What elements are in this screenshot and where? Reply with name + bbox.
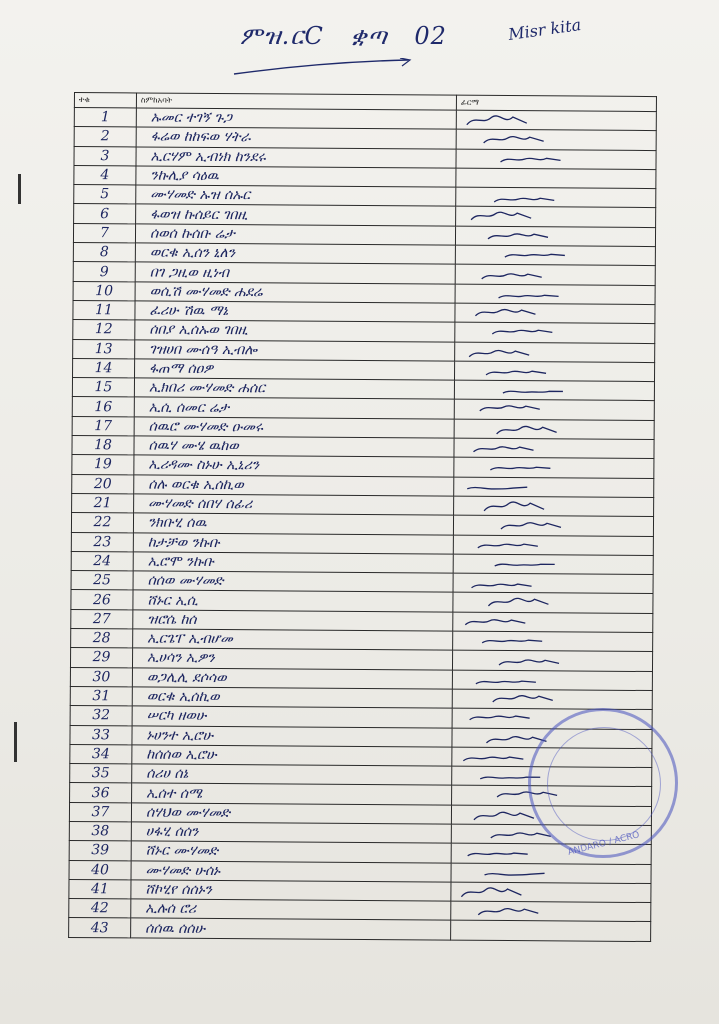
row-signature — [453, 515, 653, 536]
row-signature — [451, 882, 651, 903]
row-name: ሰሃህወ ሙሃመድ — [131, 803, 451, 825]
signature-scribble — [459, 885, 539, 900]
signature-scribble — [490, 325, 570, 340]
signature-scribble — [478, 402, 558, 417]
row-number: 8 — [73, 243, 135, 263]
row-name: ኢሀሳን ኢዎን — [132, 648, 452, 670]
signature-scribble — [474, 672, 554, 687]
row-name: ሰሰዉ ሰሰሁ — [131, 918, 451, 940]
row-name: ሙሃመድ ሁሰኑ — [131, 860, 451, 882]
signature-scribble — [467, 344, 547, 359]
row-name: ዝሮሴ ከሰ — [133, 610, 453, 632]
signature-scribble — [503, 248, 583, 263]
row-signature — [455, 265, 655, 286]
row-name: ሰዉሮ ሙሃመድ ዑመሩ — [134, 417, 454, 439]
row-signature — [456, 207, 656, 228]
column-header-number: ተቁ — [74, 93, 136, 108]
row-signature — [456, 129, 656, 150]
row-number: 30 — [70, 667, 132, 687]
row-name: ሰዉሃ ሙሄ ዉከወ — [134, 436, 454, 458]
signature-scribble — [484, 364, 564, 379]
signature-scribble — [482, 499, 562, 514]
row-name: ፋሬወ ከከፍወ ሃትራ — [136, 127, 456, 149]
row-number: 4 — [74, 165, 136, 185]
row-name: ገዝሀበ ሙሰዓ ኢብሎ — [135, 339, 455, 361]
row-number: 11 — [73, 300, 135, 320]
row-signature — [454, 438, 654, 459]
signature-scribble — [493, 557, 573, 572]
signature-scribble — [465, 479, 545, 494]
row-number: 43 — [69, 918, 131, 938]
signature-scribble — [499, 518, 579, 533]
signature-scribble — [497, 287, 577, 302]
row-name: ሙሃመድ ኡዝ ሰኡር — [136, 185, 456, 207]
row-number: 19 — [72, 455, 134, 475]
row-signature — [455, 322, 655, 343]
row-signature — [454, 419, 654, 440]
row-number: 36 — [70, 783, 132, 803]
signature-scribble — [497, 653, 577, 668]
row-number: 40 — [69, 860, 131, 880]
row-number: 28 — [71, 629, 133, 649]
row-number: 13 — [73, 339, 135, 359]
row-number: 17 — [72, 416, 134, 436]
row-name: ሸኑር ኢሲ — [133, 590, 453, 612]
column-header-name: ስምከአባት — [136, 93, 456, 110]
row-name: ኢሰተ ሰሜ — [132, 783, 452, 805]
row-name: ሰወሰ ኩሰቡ ሬታ — [135, 224, 455, 246]
column-header-signature: ፊርማ — [456, 95, 656, 111]
signature-scribble — [501, 383, 581, 398]
row-name: ኢሲ ሰመር ሬታ — [134, 397, 454, 419]
signature-scribble — [476, 537, 556, 552]
row-name: ሠርካ ዘወሁ — [132, 706, 452, 728]
row-signature — [455, 284, 655, 305]
row-number: 2 — [74, 127, 136, 147]
signature-scribble — [461, 750, 541, 765]
signature-scribble — [480, 634, 560, 649]
row-number: 15 — [72, 378, 134, 398]
row-number: 34 — [70, 744, 132, 764]
row-name: ወጋሊሊ ደሶሳወ — [132, 668, 452, 690]
row-name: ወርቁ ኢሰን ኒለን — [135, 243, 455, 265]
row-number: 38 — [69, 821, 131, 841]
signature-scribble — [491, 692, 571, 707]
row-name: ፈሪሁ ሽዉ ማኔ — [135, 301, 455, 323]
row-signature — [455, 226, 655, 247]
row-name: ኢሪዳሙ ስኑሁ ኢኒሪን — [134, 455, 454, 477]
signature-scribble — [463, 614, 543, 629]
row-name: ኢርጌፐ ኢብሆመ — [133, 629, 453, 651]
row-number: 33 — [70, 725, 132, 745]
signature-scribble — [469, 209, 549, 224]
table-row — [69, 918, 651, 941]
row-name: ፋወዝ ኩሰይር ገበዚ — [136, 204, 456, 226]
row-signature — [452, 689, 652, 710]
row-signature — [455, 303, 655, 324]
row-number: 1 — [74, 108, 136, 128]
row-name: ኢርሃም ኢብነክ ከንደሩ — [136, 147, 456, 169]
row-number: 29 — [70, 648, 132, 668]
row-name: ንክቡሂ ሰዉ — [133, 513, 453, 535]
signature-scribble — [473, 306, 553, 321]
signature-scribble — [488, 460, 568, 475]
row-number: 22 — [71, 513, 133, 533]
row-signature — [454, 380, 654, 401]
stamp-text: ANDARO / ACRO — [566, 830, 641, 858]
title-left: ምዝ.ርC — [240, 22, 324, 50]
row-name: ፋጠማ ሰዐዎ — [135, 359, 455, 381]
margin-mark — [18, 174, 21, 204]
row-number: 9 — [73, 262, 135, 282]
row-number: 16 — [72, 397, 134, 417]
row-number: 41 — [69, 879, 131, 899]
row-number: 26 — [71, 590, 133, 610]
official-stamp — [528, 708, 678, 858]
signature-scribble — [466, 846, 546, 861]
row-number: 31 — [70, 686, 132, 706]
row-signature — [456, 149, 656, 170]
row-signature — [452, 670, 652, 691]
title-right: ቋጣ — [350, 22, 388, 50]
row-number: 10 — [73, 281, 135, 301]
row-name: ሸኮሂየ ሰሰኑን — [131, 880, 451, 902]
row-name: ኢሉሰ ሮሪ — [131, 899, 451, 921]
row-name: ሙሃመድ ሰበሃ ሰፊሪ — [134, 494, 454, 516]
row-name: ሰሉ ወርቁ ኢሰኪወ — [134, 475, 454, 497]
row-number: 5 — [74, 185, 136, 205]
row-number: 3 — [74, 146, 136, 166]
row-number: 37 — [69, 802, 131, 822]
signature-scribble — [465, 113, 545, 128]
row-number: 39 — [69, 841, 131, 861]
signature-scribble — [468, 711, 548, 726]
row-number: 24 — [71, 551, 133, 571]
row-signature — [456, 187, 656, 208]
signature-scribble — [486, 595, 566, 610]
row-name: ኑሀንተ ኢሮሁ — [132, 725, 452, 747]
signature-scribble — [482, 132, 562, 147]
row-signature — [454, 496, 654, 517]
row-signature — [456, 168, 656, 189]
row-name: ሰበያ ኢሰኡወ ገበዚ — [135, 320, 455, 342]
row-signature — [453, 535, 653, 556]
row-signature — [453, 573, 653, 594]
row-signature — [451, 901, 651, 922]
row-name: ወርቁ ኢሰኪወ — [132, 687, 452, 709]
row-signature — [453, 631, 653, 652]
signature-scribble — [480, 267, 560, 282]
row-signature — [454, 400, 654, 421]
title-number: 02 — [414, 22, 447, 50]
row-name: ወሲሽ ሙሃመድ ሐደሬ — [135, 282, 455, 304]
row-name: በገ ጋዚወ ዚነብ — [135, 262, 455, 284]
row-signature — [453, 554, 653, 575]
signature-scribble — [476, 904, 556, 919]
row-number: 35 — [70, 764, 132, 784]
row-number: 23 — [71, 532, 133, 552]
row-name: ኢክበሪ ሙሃመድ ሐሰር — [134, 378, 454, 400]
signature-scribble — [486, 229, 566, 244]
signature-scribble — [495, 422, 575, 437]
row-signature — [454, 458, 654, 479]
signature-scribble — [492, 190, 572, 205]
stamp-inner-ring — [547, 727, 661, 841]
row-number: 21 — [72, 493, 134, 513]
title-underline — [232, 58, 412, 78]
row-name: ሰሰወ ሙሃመድ — [133, 571, 453, 593]
attendance-table-wrapper — [74, 92, 656, 1024]
row-number: 25 — [71, 571, 133, 591]
row-signature — [452, 650, 652, 671]
row-signature — [454, 361, 654, 382]
row-number: 14 — [73, 358, 135, 378]
row-name: ኢሮሞ ንኩቡ — [133, 552, 453, 574]
row-signature — [451, 863, 651, 884]
row-number: 27 — [71, 609, 133, 629]
row-signature — [453, 612, 653, 633]
row-signature — [453, 593, 653, 614]
signature-scribble — [483, 865, 563, 880]
margin-mark — [14, 722, 17, 762]
signature-scribble — [471, 441, 551, 456]
row-signature — [455, 245, 655, 266]
row-number: 7 — [73, 223, 135, 243]
row-name: ሀፋሂ ሰሰን — [131, 822, 451, 844]
row-number: 12 — [73, 320, 135, 340]
row-signature — [456, 110, 656, 131]
row-number: 32 — [70, 706, 132, 726]
row-name: ከሰሰወ ኢሮሁ — [132, 745, 452, 767]
row-signature — [454, 477, 654, 498]
page-title — [240, 22, 540, 62]
signature-scribble — [470, 576, 550, 591]
row-name: ከታቻወ ንኩቡ — [133, 532, 453, 554]
row-number: 42 — [69, 899, 131, 919]
row-number: 20 — [72, 474, 134, 494]
header-note: Misr kita — [507, 14, 583, 45]
row-number: 6 — [74, 204, 136, 224]
row-name: ኡመር ተገኝ ጉጋ — [136, 108, 456, 130]
signature-scribble — [498, 152, 578, 167]
row-signature — [451, 921, 651, 942]
row-number: 18 — [72, 436, 134, 456]
row-signature — [455, 342, 655, 363]
row-name: ሸኑር ሙሃመድ — [131, 841, 451, 863]
row-name: ሰሪሀ ሰኔ — [132, 764, 452, 786]
row-name: ንኩሊያ ሳዕዉ — [136, 166, 456, 188]
